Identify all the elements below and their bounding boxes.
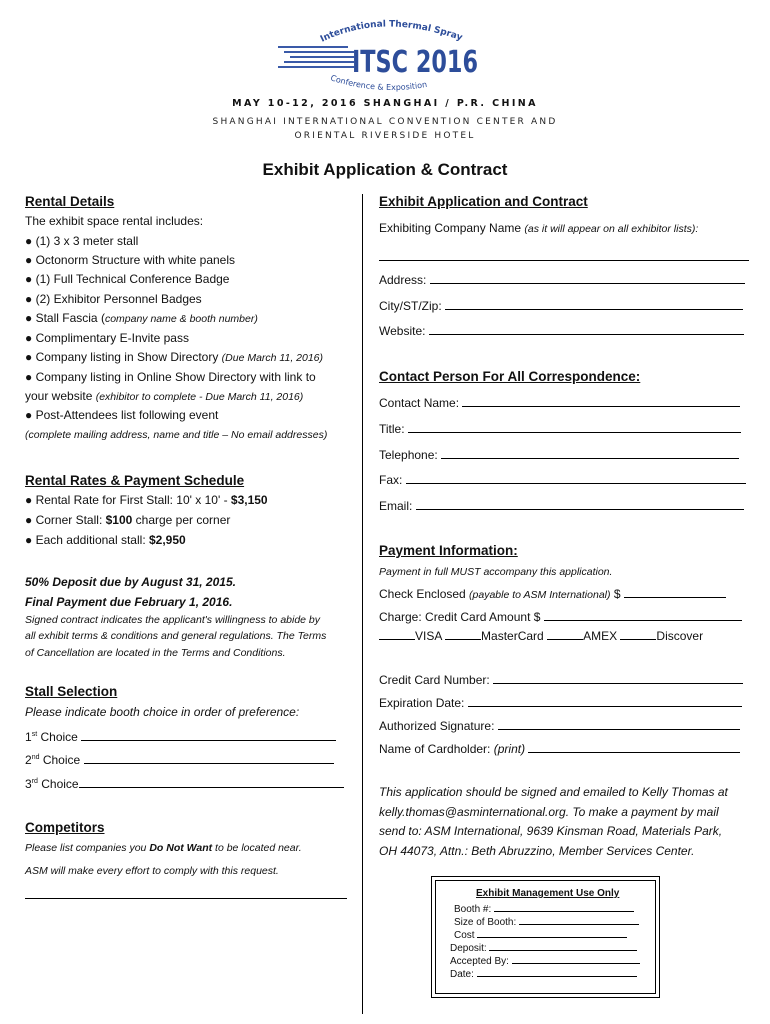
website-field[interactable]: Website: bbox=[379, 324, 744, 339]
authorized-signature-field[interactable]: Authorized Signature: bbox=[379, 719, 740, 734]
rental-item: ● Complimentary E-Invite pass bbox=[25, 331, 189, 345]
closing-instructions: This application should be signed and emailed to Kelly Thomas at bbox=[379, 785, 728, 799]
logo-arc-bottom: Conference & Exposition bbox=[329, 73, 428, 93]
telephone-field[interactable]: Telephone: bbox=[379, 448, 739, 463]
rental-item: ● Post-Attendees list following event bbox=[25, 408, 219, 422]
competitors-heading: Competitors bbox=[25, 820, 105, 835]
contract-note: of Cancellation are located in the Terms and Conditions. bbox=[25, 647, 286, 659]
office-use-box bbox=[431, 876, 660, 998]
stall-instructions: Please indicate booth choice in order of preference: bbox=[25, 705, 300, 719]
column-divider bbox=[362, 194, 363, 1014]
third-choice-field[interactable]: 3rd Choice bbox=[25, 774, 344, 792]
stall-selection-heading: Stall Selection bbox=[25, 684, 118, 699]
office-date-field[interactable]: Date: bbox=[450, 968, 637, 980]
fax-field[interactable]: Fax: bbox=[379, 473, 746, 488]
contact-heading: Contact Person For All Correspondence: bbox=[379, 369, 641, 384]
address-field[interactable]: Address: bbox=[379, 273, 745, 288]
venue-line-2: ORIENTAL RIVERSIDE HOTEL bbox=[294, 131, 476, 141]
visa-label: VISA bbox=[415, 629, 442, 643]
page-title: Exhibit Application & Contract bbox=[262, 160, 508, 179]
rate-item: ● Rental Rate for First Stall: 10' x 10' - $3,150 bbox=[25, 493, 268, 507]
first-choice-field[interactable]: 1st Choice bbox=[25, 727, 336, 745]
contract-note: all exhibit terms & conditions and general regulations. The Terms bbox=[25, 630, 327, 642]
event-dateline: MAY 10-12, 2016 SHANGHAI / P.R. CHINA bbox=[232, 98, 538, 109]
logo-stripes bbox=[278, 46, 354, 68]
application-heading: Exhibit Application and Contract bbox=[379, 194, 588, 209]
amex-checkbox[interactable] bbox=[547, 629, 583, 640]
amex-label: AMEX bbox=[583, 629, 618, 643]
check-enclosed-field[interactable]: Check Enclosed (payable to ASM International) $ bbox=[379, 587, 726, 603]
office-accepted-by-field[interactable]: Accepted By: bbox=[450, 955, 640, 967]
visa-checkbox[interactable] bbox=[379, 629, 415, 640]
rate-item: ● Corner Stall: $100 charge per corner bbox=[25, 513, 231, 527]
rental-item-note: (complete mailing address, name and title – No email addresses) bbox=[25, 429, 328, 441]
rental-item: your website (exhibitor to complete - Due March 11, 2016) bbox=[25, 389, 304, 403]
venue-line-1: SHANGHAI INTERNATIONAL CONVENTION CENTER AND bbox=[212, 117, 558, 127]
logo-main: ITSC 2016 bbox=[352, 45, 478, 80]
mastercard-label: MasterCard bbox=[481, 629, 544, 643]
email-field[interactable]: Email: bbox=[379, 499, 744, 514]
rental-item: ● Company listing in Show Directory (Due March 11, 2016) bbox=[25, 350, 324, 364]
cardholder-name-field[interactable]: Name of Cardholder: (print) bbox=[379, 742, 740, 757]
final-payment-due: Final Payment due February 1, 2016. bbox=[25, 595, 233, 609]
competitors-field[interactable] bbox=[25, 898, 347, 899]
discover-label: Discover bbox=[656, 629, 704, 643]
rental-intro: The exhibit space rental includes: bbox=[25, 214, 204, 228]
closing-instructions: kelly.thomas@asminternational.org. To make a payment by mail bbox=[379, 805, 719, 819]
competitors-note: ASM will make every effort to comply with this request. bbox=[25, 865, 279, 877]
payment-note: Payment in full MUST accompany this application. bbox=[379, 566, 613, 578]
rental-item: ● Company listing in Online Show Directory with link to bbox=[25, 370, 316, 384]
rental-item: ● Octonorm Structure with white panels bbox=[25, 253, 235, 267]
office-cost-field[interactable]: Cost bbox=[454, 929, 627, 941]
credit-card-amount-field[interactable]: Charge: Credit Card Amount $ bbox=[379, 610, 742, 625]
rate-item: ● Each additional stall: $2,950 bbox=[25, 533, 186, 547]
deposit-due: 50% Deposit due by August 31, 2015. bbox=[25, 575, 236, 589]
payment-heading: Payment Information: bbox=[379, 543, 518, 558]
competitors-instructions: Please list companies you Do Not Want to be located near. bbox=[25, 842, 302, 854]
rental-item: ● (2) Exhibitor Personnel Badges bbox=[25, 292, 202, 306]
office-size-field[interactable]: Size of Booth: bbox=[454, 916, 639, 928]
office-deposit-field[interactable]: Deposit: bbox=[450, 942, 637, 954]
discover-checkbox[interactable] bbox=[620, 629, 656, 640]
contact-name-field[interactable]: Contact Name: bbox=[379, 396, 740, 411]
contract-note: Signed contract indicates the applicant's willingness to abide by bbox=[25, 614, 321, 626]
office-booth-field[interactable]: Booth #: bbox=[454, 903, 634, 915]
logo-arc-top: International Thermal Spray bbox=[318, 19, 464, 45]
second-choice-field[interactable]: 2nd Choice bbox=[25, 750, 334, 768]
rental-item: ● (1) Full Technical Conference Badge bbox=[25, 272, 230, 286]
rental-item: ● Stall Fascia (company name & booth number) bbox=[25, 311, 258, 325]
closing-instructions: OH 44073, Attn.: Beth Abruzzino, Member Services Center. bbox=[379, 844, 695, 858]
rental-details-heading: Rental Details bbox=[25, 194, 115, 209]
rental-rates-heading: Rental Rates & Payment Schedule bbox=[25, 473, 245, 488]
credit-card-number-field[interactable]: Credit Card Number: bbox=[379, 673, 743, 688]
expiration-date-field[interactable]: Expiration Date: bbox=[379, 696, 742, 711]
itsc-logo bbox=[270, 10, 510, 100]
contact-title-field[interactable]: Title: bbox=[379, 422, 741, 437]
card-type-options bbox=[379, 629, 703, 644]
office-use-title: Exhibit Management Use Only bbox=[476, 888, 620, 899]
city-state-zip-field[interactable]: City/ST/Zip: bbox=[379, 299, 743, 314]
rental-item: ● (1) 3 x 3 meter stall bbox=[25, 234, 139, 248]
company-name-label: Exhibiting Company Name (as it will appear on all exhibitor lists): bbox=[379, 221, 699, 235]
closing-instructions: send to: ASM International, 9639 Kinsman Road, Materials Park, bbox=[379, 824, 723, 838]
mastercard-checkbox[interactable] bbox=[445, 629, 481, 640]
company-name-field[interactable] bbox=[379, 260, 749, 261]
